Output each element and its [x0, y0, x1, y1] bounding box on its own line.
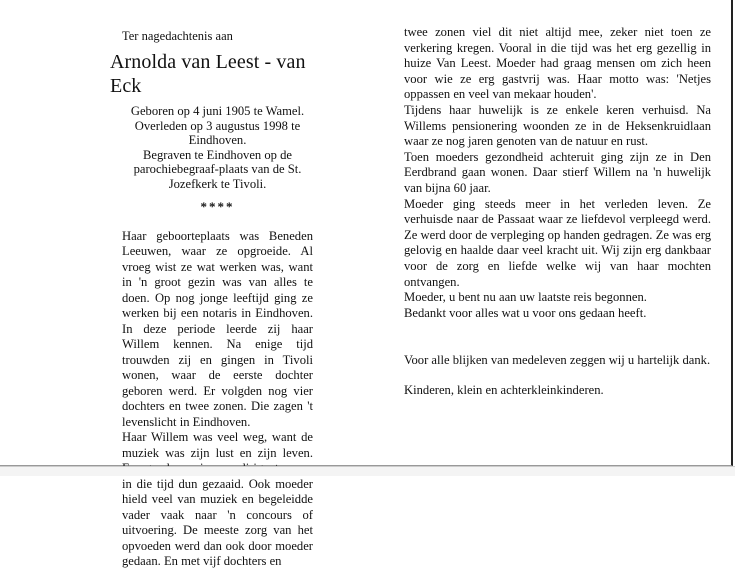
story-paragraph-7: Moeder, u bent nu aan uw laatste reis begonnen.: [404, 290, 647, 305]
divider-stars: ****: [200, 199, 235, 215]
birth-line: Geboren op 4 juni 1905 te Wamel.: [130, 104, 305, 119]
left-story: [122, 229, 313, 570]
right-column: [404, 25, 711, 398]
deceased-name: Arnolda van Leest - van Eck: [110, 51, 306, 98]
thanks-text: Voor alle blijken van medeleven zeggen wij u hartelijk dank.: [404, 353, 711, 368]
story-paragraph-4: Tijdens haar huwelijk is ze enkele keren verhuisd. Na Willems pensionering woonden ze in de Heksenkruidlaan waar ze nog jaren genoten van de natuur en rust.: [404, 102, 711, 149]
burial-line: Begraven te Eindhoven op de parochiebegraaf-plaats van de St. Jozefkerk te Tivoli.: [133, 147, 302, 191]
story-paragraph-2: Haar Willem was veel weg, want de muziek was zijn lust en zijn leven. in die tijd dun gezaaid. Ook moeder hield veel van muziek en begeleidde vader vaak naar 'n concours of uitvoering. De meeste zorg van het opvoeden werd dan ook door moeder gedaan. En met vijf dochters en: [122, 430, 313, 569]
family-signature: Kinderen, klein en achterkleinkinderen.: [404, 382, 604, 397]
story-paragraph-8: Bedankt voor alles wat u voor ons gedaan heeft.: [404, 305, 647, 320]
story-paragraph-3: twee zonen viel dit niet altijd mee, zeker niet toen ze verkering kregen. Vooral in die tijd was het erg gezellig in huize Van Leest. Moeder had graag mensen om zich heen voor wie ze erg gastvrij was. Haar motto was: 'Netjes oppassen en veel van mekaar houden'.: [404, 25, 711, 102]
story-paragraph-6: Moeder ging steeds meer in het verleden leven. Ze verhuisde naar de Passaat waar ze liefdevol verpleegd werd. Ze werd door de verpleging op handen gedragen. Ze was erg gelovig en haalde daar veel kracht uit. Wij zijn erg dankbaar voor de zorg en liefde welke wij van haar mochten ontvangen.: [404, 196, 711, 289]
life-details: [122, 104, 313, 191]
intro-text: Ter nagedachtenis aan: [122, 29, 233, 43]
left-column: [110, 28, 313, 570]
story-paragraph-1: Haar geboorteplaats was Beneden Leeuwen, waar ze opgroeide. Al vroeg wist ze wat werken was, want in 'n groot gezin was van alles te doen. Op nog jonge leeftijd ging ze werken bij een notaris in Eindhoven. In deze periode leerde zij haar Willem kennen. Na enige tijd trouwden zij en gingen in Tivoli wonen, waar de eerste dochter geboren werd. Er volgden nog vier dochters en twee zonen. Die zagen 't levenslicht in Eindhoven.: [122, 228, 313, 429]
story-paragraph-5: Toen moeders gezondheid achteruit ging zijn ze in Den Eerdbrand gaan wonen. Daar stierf Willem na 'n huwelijk van bijna 60 jaar.: [404, 149, 711, 195]
death-line: Overleden op 3 augustus 1998 te Eindhoven.: [134, 118, 301, 148]
